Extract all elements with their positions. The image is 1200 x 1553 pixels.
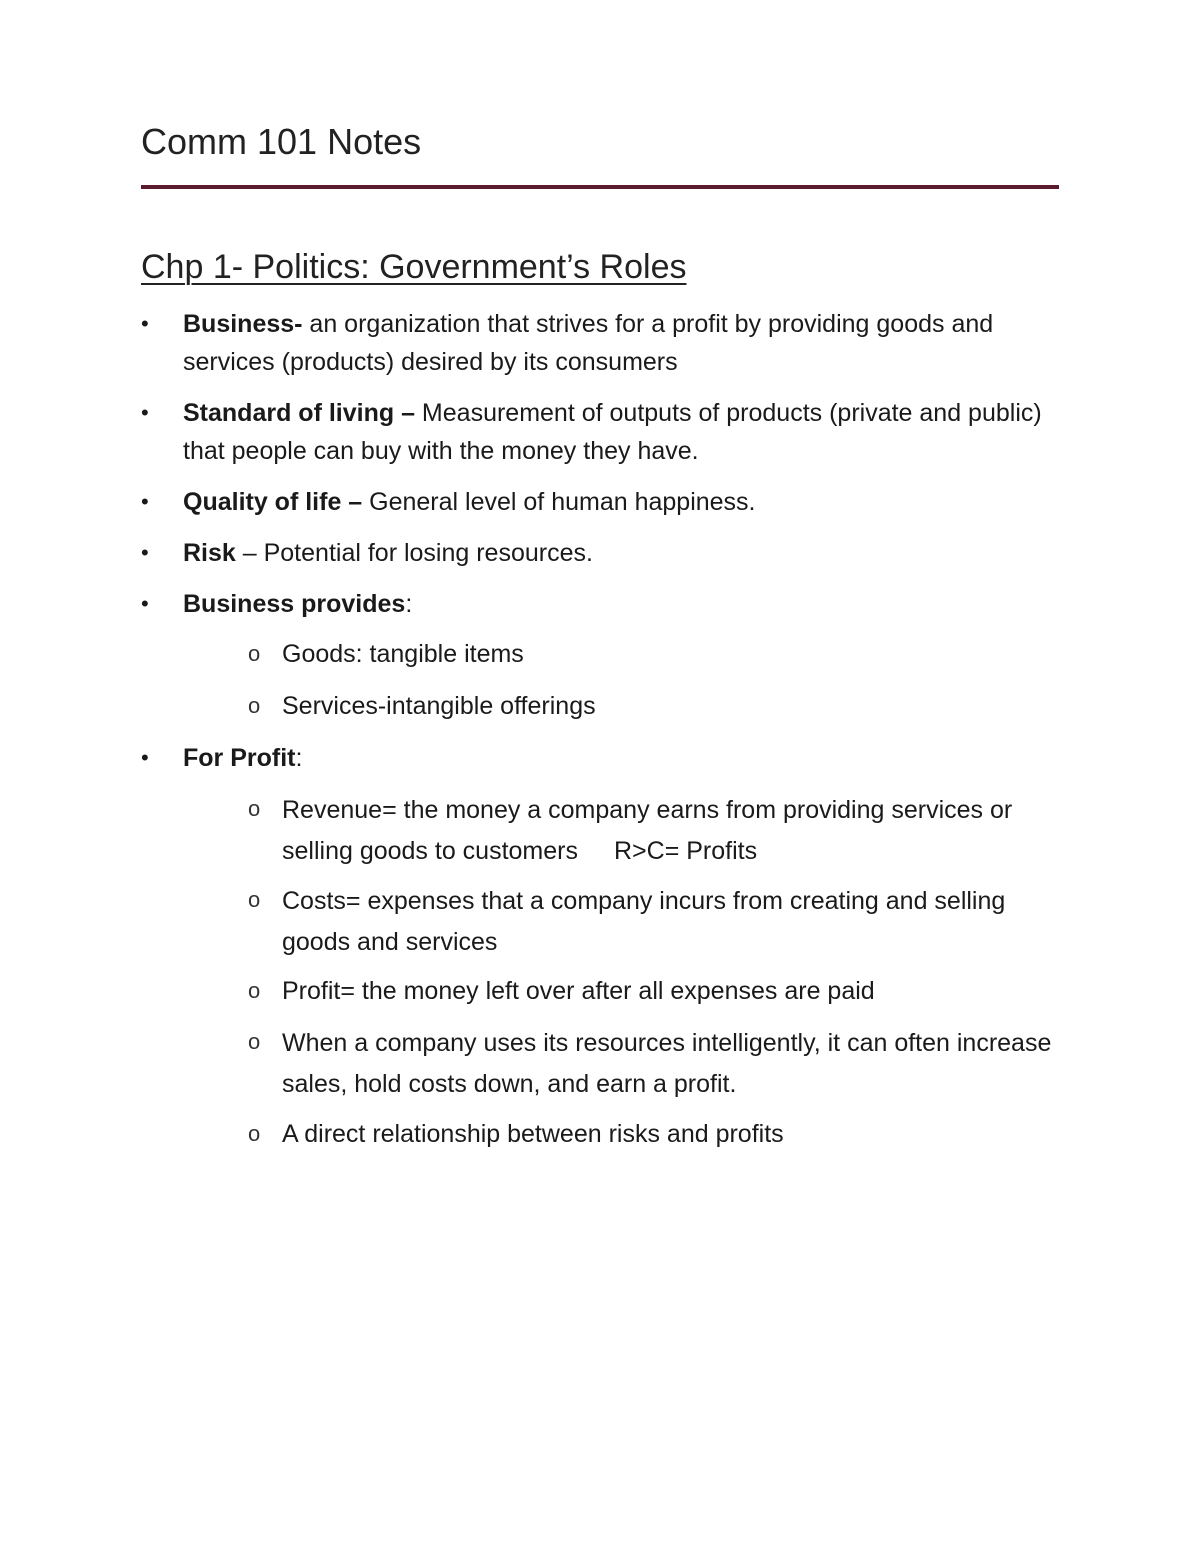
sub-bullet-marker: o: [248, 887, 261, 912]
bullet-marker: •: [141, 489, 149, 514]
sub-bullet-marker: o: [248, 641, 261, 666]
sub-item-text: Services-intangible offerings: [282, 692, 596, 720]
bullet-marker: •: [141, 311, 149, 336]
bullet-marker: •: [141, 540, 149, 565]
term-label: Quality of life –: [183, 488, 363, 516]
bullet-text: [183, 394, 1063, 470]
bullet-text: [183, 534, 1063, 572]
sub-item-text: When a company uses its resources intelligently, it can often increase sales, hold costs down, and earn a profit.: [282, 1029, 1052, 1098]
sub-item-text: Costs= expenses that a company incurs from creating and selling goods and services: [282, 887, 1006, 956]
bullet-text: [183, 305, 1063, 381]
term-definition: General level of human happiness.: [362, 488, 756, 516]
revenue-definition: Revenue= the money a company earns from providing services or selling goods to customers: [282, 796, 1013, 865]
sub-item-text: Profit= the money left over after all expenses are paid: [282, 977, 875, 1005]
bullet-text: [183, 739, 1063, 777]
sub-item-text: Goods: tangible items: [282, 640, 524, 668]
sub-bullet-marker: o: [248, 796, 261, 821]
bullet-marker: •: [141, 400, 149, 425]
sub-bullet-marker: o: [248, 1121, 261, 1146]
term-label: Standard of living –: [183, 399, 415, 427]
term-label: Business-: [183, 310, 303, 338]
term-label: For Profit: [183, 744, 296, 772]
sub-item-text: A direct relationship between risks and profits: [282, 1120, 784, 1148]
bullet-marker: •: [141, 591, 149, 616]
title-divider: [141, 185, 1059, 189]
term-label: Business provides: [183, 590, 406, 618]
bullet-text: [183, 483, 1063, 521]
sub-bullet-marker: o: [248, 978, 261, 1003]
term-label: Risk: [183, 539, 236, 567]
term-definition: :: [295, 744, 303, 772]
profit-formula: R>C= Profits: [613, 837, 758, 865]
term-definition: – Potential for losing resources.: [235, 539, 593, 567]
document-title: Comm 101 Notes: [141, 121, 422, 162]
sub-item-text: [282, 790, 1072, 872]
bullet-text: [183, 585, 1063, 623]
chapter-heading: Chp 1- Politics: Government’s Roles: [141, 248, 687, 286]
bullet-marker: •: [141, 745, 149, 770]
term-definition: Measurement of outputs of products (private and public) that people can buy with the money they have.: [183, 399, 1042, 465]
term-definition: :: [405, 590, 413, 618]
sub-bullet-marker: o: [248, 693, 261, 718]
term-definition: an organization that strives for a profit by providing goods and services (products) desired by its consumers: [183, 310, 994, 376]
sub-bullet-marker: o: [248, 1029, 261, 1054]
